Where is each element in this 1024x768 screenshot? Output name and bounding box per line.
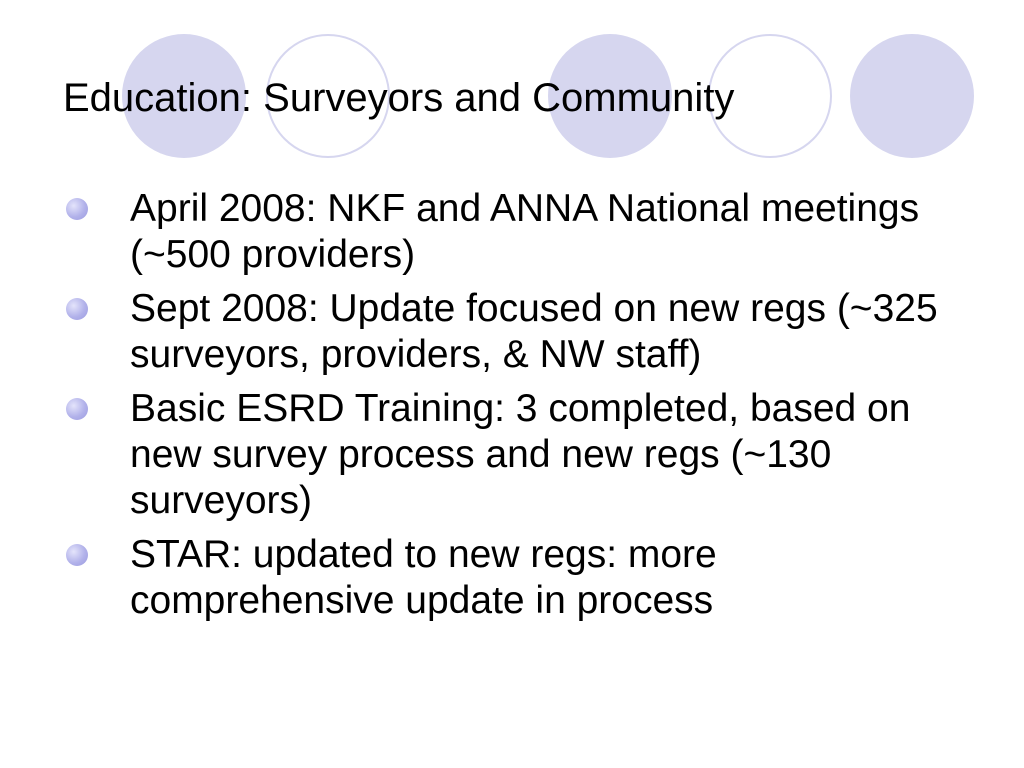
circle-bullet-icon <box>66 544 88 566</box>
bullet-item <box>0 286 1024 378</box>
circle-bullet-icon <box>66 298 88 320</box>
bullet-item <box>0 186 1024 278</box>
decorative-circle-filled <box>850 34 974 158</box>
bullet-text: April 2008: NKF and ANNA National meetings (~500 providers) <box>130 187 920 276</box>
circle-bullet-icon <box>66 198 88 220</box>
bullet-item <box>0 386 1024 524</box>
bullet-item <box>0 532 1024 624</box>
slide-title: Education: Surveyors and Community <box>63 76 735 120</box>
circle-bullet-icon <box>66 398 88 420</box>
bullet-text: Sept 2008: Update focused on new regs (~325 surveyors, providers, & NW staff) <box>130 287 938 376</box>
bullet-text: Basic ESRD Training: 3 completed, based on new survey process and new regs (~130 surveyors) <box>130 387 911 522</box>
bullet-text: STAR: updated to new regs: more comprehensive update in process <box>130 533 717 622</box>
bullet-list <box>0 186 1024 632</box>
